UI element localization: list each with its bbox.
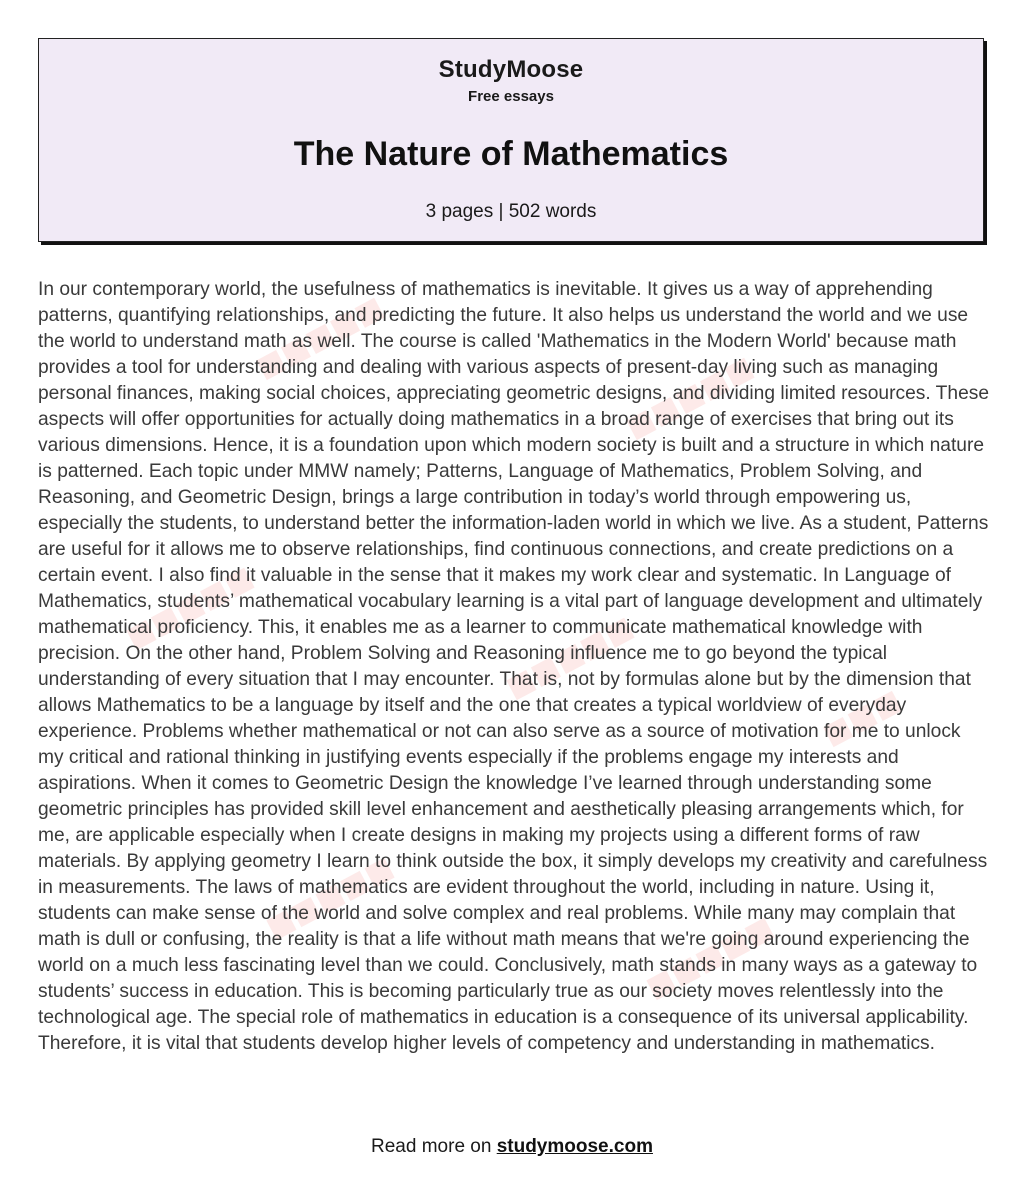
watermark-mark: ■■■■■	[115, 551, 263, 663]
watermark-mark: ■■■■■	[615, 341, 763, 453]
essay-meta: 3 pages | 502 words	[425, 201, 597, 222]
footer-link[interactable]: studymoose.com	[496, 1136, 653, 1157]
brand-logo[interactable]: StudyMoose	[438, 56, 584, 83]
brand-tagline: Free essays	[468, 88, 554, 105]
watermark-mark: ■■■	[812, 674, 911, 760]
essay-body: In our contemporary world, the usefulness of mathematics is inevitable. It gives us a way of apprehending patterns, quantifying relationships, and predicting the future. It also helps us understand the world and we use the world to understand math as well. The course is called 'Mathematics in the Modern World' because math provides a tool for understanding and dealing with various aspects of present-day living such as managing personal finances, making social choices, appreciating geometric designs, and dividing limited resources. These aspects will offer opportunities for actually doing mathematics in a broad range of exercises that bring out its various dimensions. Hence, it is a foundation upon which modern society is built and a structure in which nature is patterned. Each topic under MMW namely; Patterns, Language of Mathematics, Problem Solving, and Reasoning, and Geometric Design, brings a large contribution in today’s world through empowering us, especially the students, to understand better the information-laden world in which we live. As a student, Patterns are useful for it allows me to observe relationships, find continuous connections, and create predictions on a certain event. I also find it valuable in the sense that it makes my work clear and systematic. In Language of Mathematics, students’ mathematical vocabulary learning is a vital part of language development and ultimately mathematical proficiency. This, it enables me as a learner to communicate mathematical knowledge with precision. On the other hand, Problem Solving and Reasoning influence me to go beyond the typical understanding of every situation that I may encounter. That is, not by formulas alone but by the dimension that allows Mathematics to be a language by itself and the one that creates a typical worldview of everyday experience. Problems whether mathematical or not can also serve as a source of motivation for me to unlock my critical and rational thinking in justifying events especially if the problems engage my interests and aspirations. When it comes to Geometric Design the knowledge I’ve learned through understanding some geometric principles has provided skill level enhancement and aesthetically pleasing arrangements which, for me, are applicable especially when I create designs in making my projects using a different forms of raw materials. By applying geometry I learn to think outside the box, it simply develops my creativity and carefulness in measurements. The laws of mathematics are evident throughout the world, including in nature. Using it, students can make sense of the world and solve complex and real problems. While many may complain that math is dull or confusing, the reality is that a life without math means that we're going around experiencing the world on a much less fascinating level than we could. Conclusively, math stands in many ways as a gateway to students’ success in education. This is becoming particularly true as our society moves relentlessly into the technological age. The special role of mathematics in education is a consequence of its universal applicability. Therefore, it is vital that students develop higher levels of competency and understanding in mathematics.	[38, 279, 989, 1054]
footer-prefix: Read more on	[371, 1136, 497, 1157]
page-title: The Nature of Mathematics	[293, 135, 729, 173]
footer	[0, 1136, 1024, 1158]
watermark-mark: ■■■■■	[635, 901, 783, 1013]
watermark-mark: ■■■■■	[245, 281, 393, 393]
watermark-mark: ■■■■■	[495, 601, 643, 713]
header-card	[38, 38, 984, 242]
watermark-mark: ■■■■■	[255, 841, 403, 953]
